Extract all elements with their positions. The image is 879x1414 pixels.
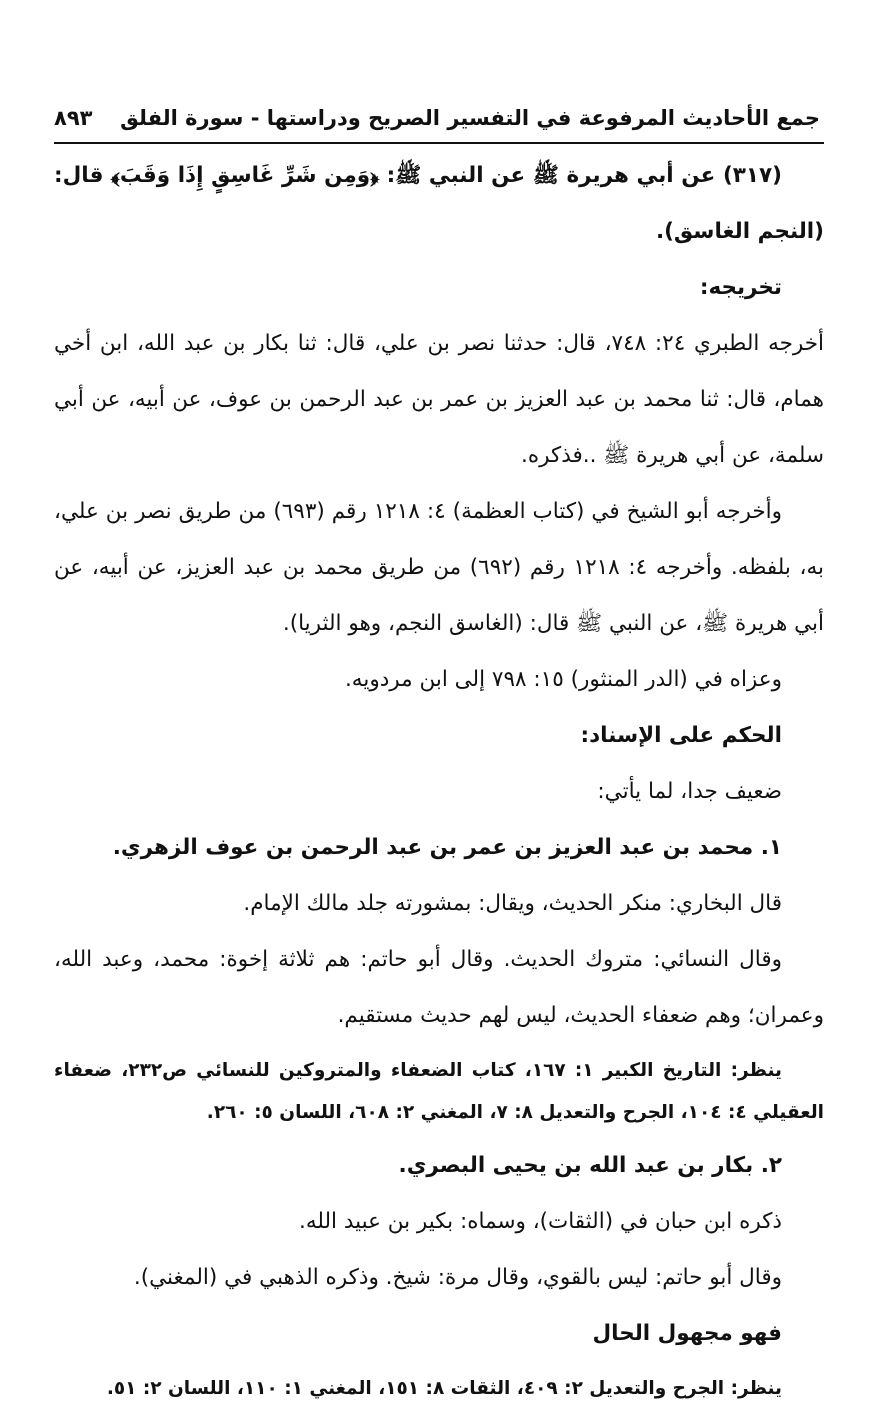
- narrator-2-line-1: ذكره ابن حبان في (الثقات)، وسماه: بكير بن عبيد الله.: [298, 1209, 782, 1234]
- narrator-2-title: ٢. بكار بن عبد الله بن يحيى البصري.: [398, 1153, 782, 1178]
- header-title: جمع الأحاديث المرفوعة في التفسير الصريح ودراستها - سورة الفلق: [120, 106, 820, 130]
- narrator-1-line-1: قال البخاري: منكر الحديث، ويقال: بمشورته جلد مالك الإمام.: [243, 891, 782, 916]
- takhrij-heading: تخريجه:: [699, 275, 782, 300]
- takhrij-paragraph-2: وأخرجه أبو الشيخ في (كتاب العظمة) ٤: ١٢١٨ رقم (٦٩٣) من طريق نصر بن علي، به، بلفظه. وأخرجه ٤: ١٢١٨ رقم (٦٩٢) من طريق محمد بن عبد العزيز، عن أبيه، عن أبي هريرة ﷺ، عن النبي ﷺ قال: (الغاسق النجم، وهو الثريا).: [54, 499, 824, 636]
- narrator-2-references: ينظر: الجرح والتعديل ٢: ٤٠٩، الثقات ٨: ١٥١، المغني ١: ١١٠، اللسان ٢: ٥١.: [106, 1378, 782, 1399]
- page-body: [54, 148, 824, 1414]
- page-number: ٨٩٣: [54, 106, 93, 130]
- hadith-text: (٣١٧) عن أبي هريرة ﷺ عن النبي ﷺ: ﴿وَمِن شَرِّ غَاسِقٍ إِذَا وَقَبَ﴾ قال: (النجم الغاسق).: [54, 163, 824, 244]
- narrator-1-references: ينظر: التاريخ الكبير ١: ١٦٧، كتاب الضعفاء والمتروكين للنسائي ص٢٣٢، ضعفاء العقيلي ٤: ١٠٤، الجرح والتعديل ٨: ٧، المغني ٢: ٦٠٨، اللسان ٥: ٢٦٠.: [54, 1060, 824, 1123]
- narrator-1-title: ١. محمد بن عبد العزيز بن عمر بن عبد الرحمن بن عوف الزهري.: [112, 835, 782, 860]
- narrator-2-line-2: وقال أبو حاتم: ليس بالقوي، وقال مرة: شيخ. وذكره الذهبي في (المغني).: [133, 1265, 782, 1290]
- narrator-2-conclusion: فهو مجهول الحال: [592, 1321, 782, 1346]
- takhrij-paragraph-1: أخرجه الطبري ٢٤: ٧٤٨، قال: حدثنا نصر بن علي، قال: ثنا بكار بن عبد الله، ابن أخي همام، قال: ثنا محمد بن عبد العزيز بن عمر بن عبد الرحمن بن عوف، عن أبيه، عن أبي سلمة، عن أبي هريرة ﷺ ..فذكره.: [54, 331, 825, 468]
- book-page: [54, 96, 825, 1399]
- hukm-heading: الحكم على الإسناد:: [580, 723, 782, 748]
- running-header: [54, 96, 824, 144]
- hukm-intro: ضعيف جدا، لما يأتي:: [597, 779, 782, 804]
- narrator-1-line-2: وقال النسائي: متروك الحديث. وقال أبو حاتم: هم ثلاثة إخوة: محمد، وعبد الله، وعمران؛ وهم ضعفاء الحديث، ليس لهم حديث مستقيم.: [54, 947, 824, 1028]
- takhrij-paragraph-3: وعزاه في (الدر المنثور) ١٥: ٧٩٨ إلى ابن مردويه.: [344, 667, 782, 692]
